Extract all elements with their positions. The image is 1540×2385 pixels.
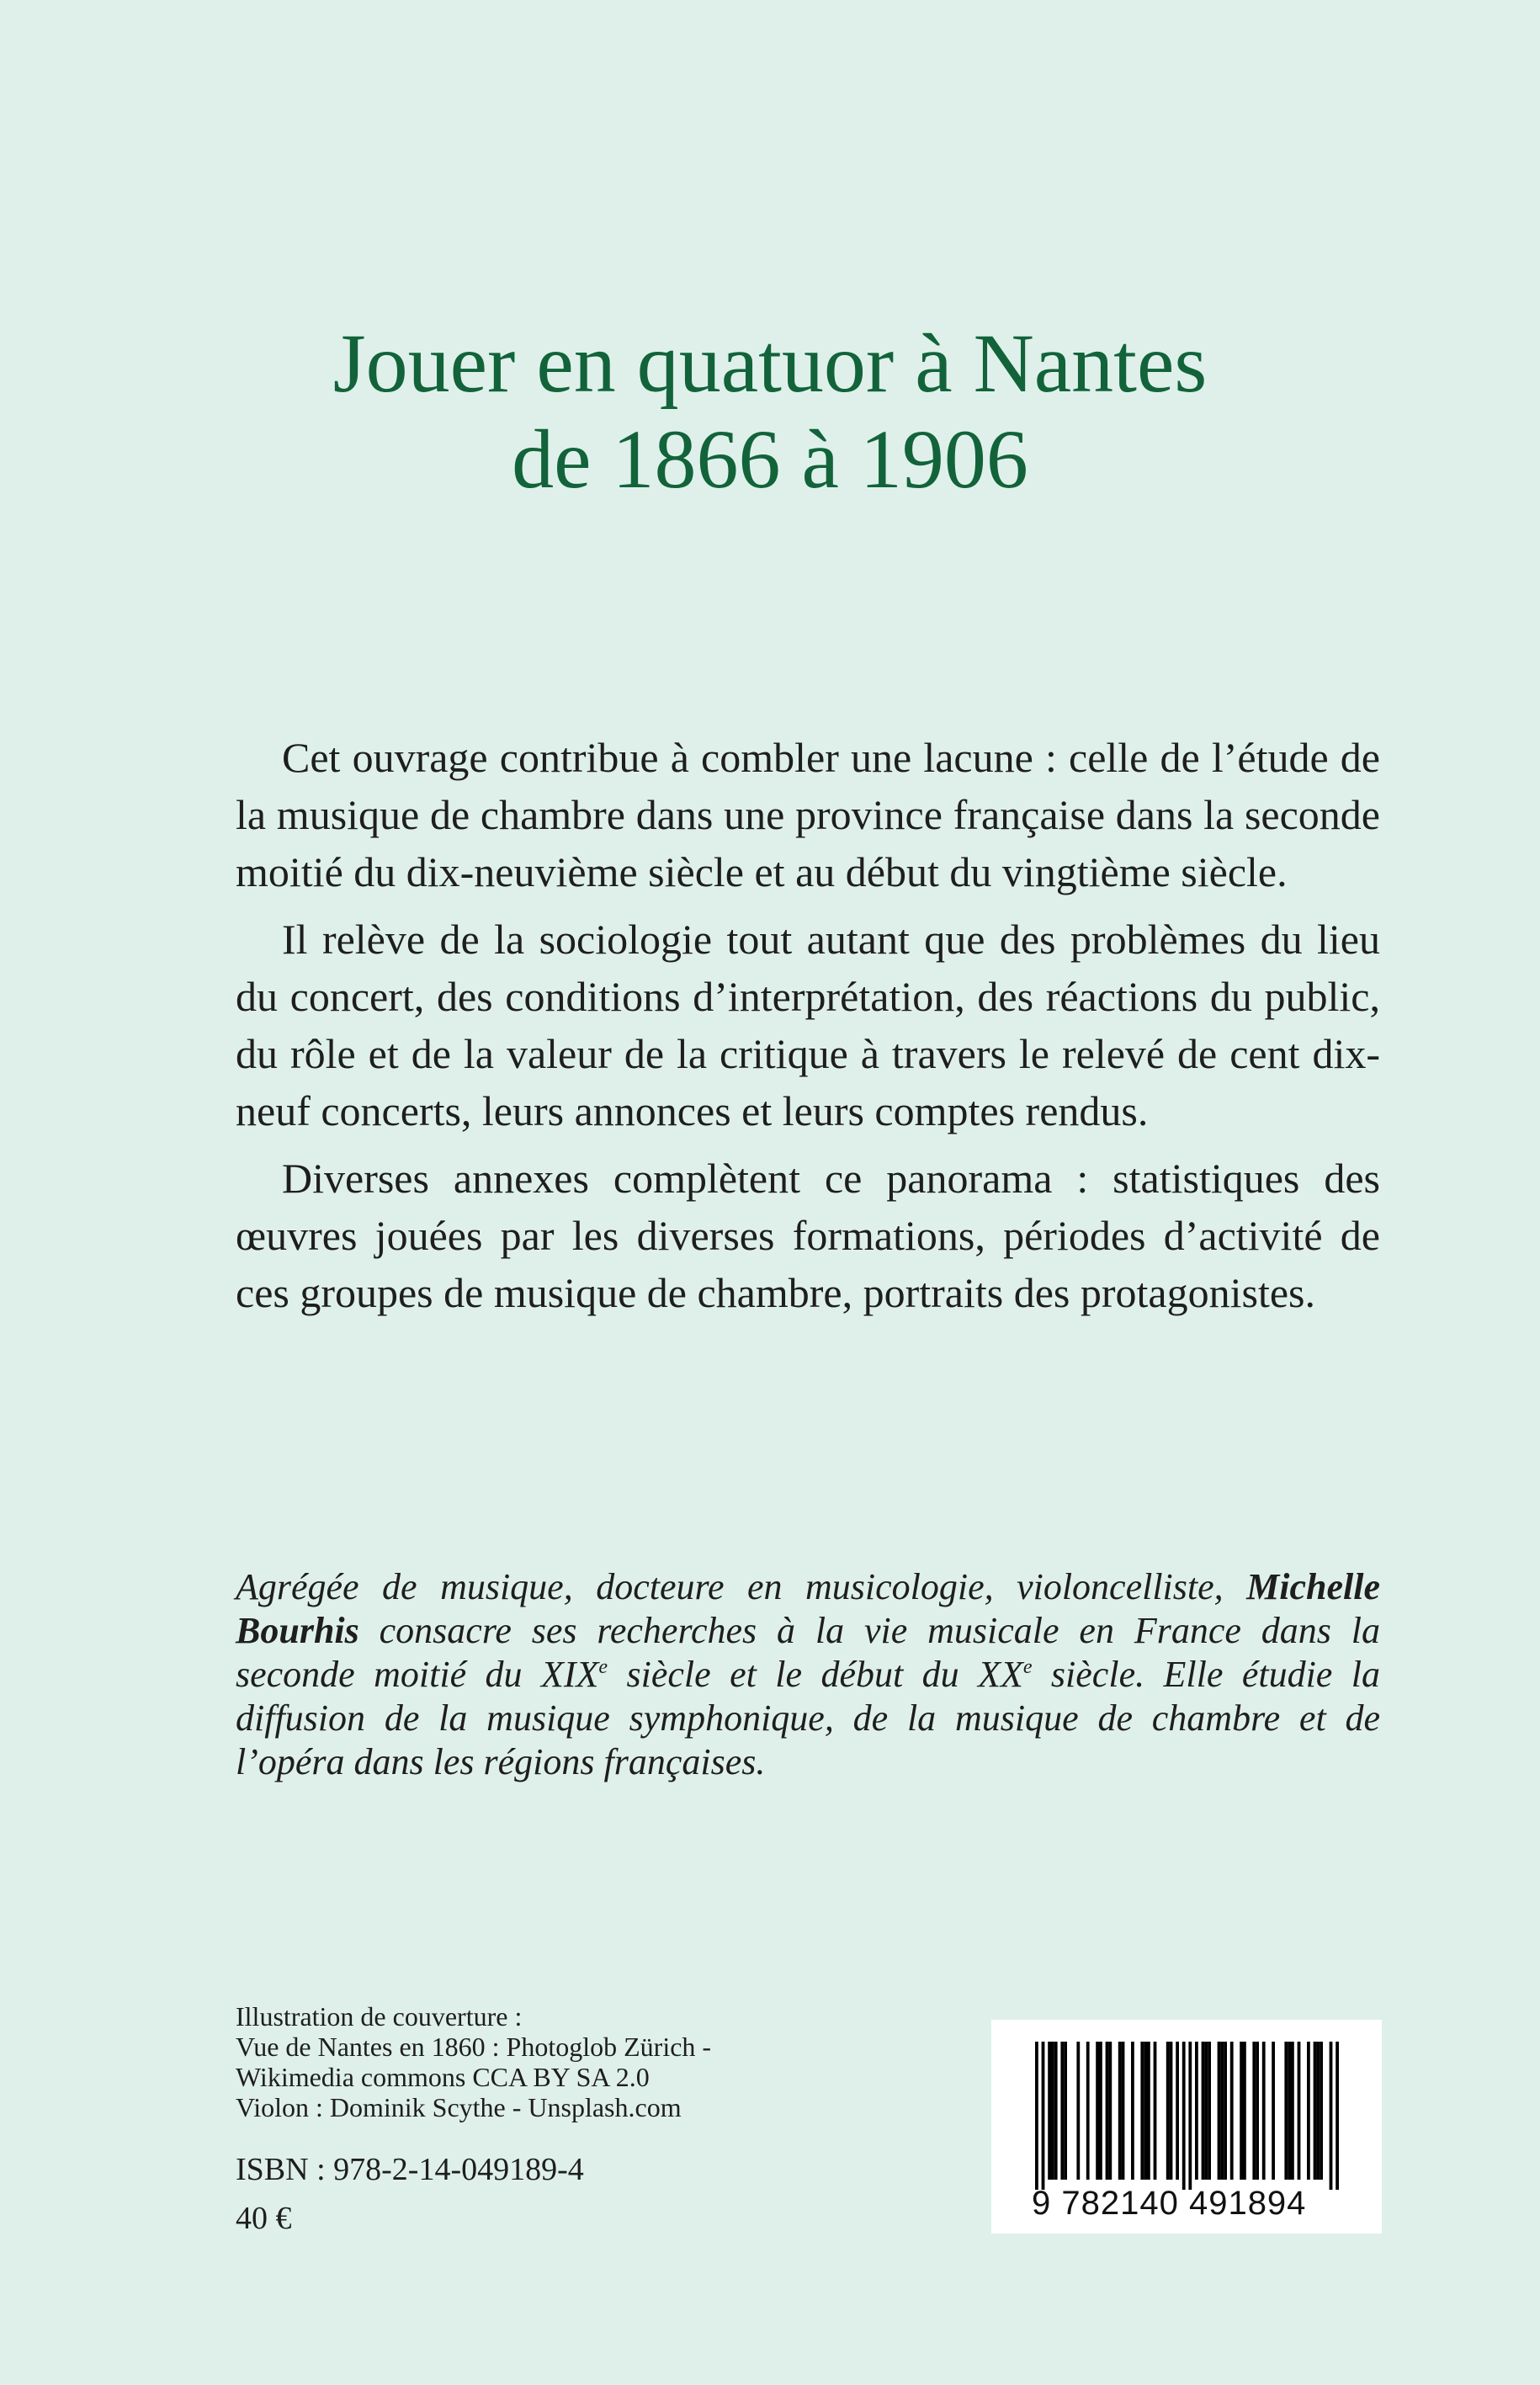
summary-paragraph-3-text: Diverses annexes complètent ce panorama : statistiques des œuvres jouées par les diverses formations, périodes d’activité de ces groupes de musique de chambre, portraits des protagonistes. [236, 1155, 1380, 1316]
author-bio-part-2: consacre ses recherches à la vie musicale en France dans la seconde moitié du XIX [236, 1610, 1380, 1695]
barcode-bar [1195, 2042, 1198, 2180]
barcode-bar [1230, 2042, 1234, 2180]
barcode-bar [1204, 2042, 1208, 2180]
barcode-bar [1166, 2042, 1170, 2180]
title-line-2: de 1866 à 1906 [512, 412, 1028, 506]
summary-paragraph-1-text: Cet ouvrage contribue à combler une lacune : celle de l’étude de la musique de chambre dans une province française dans la seconde moitié du dix-neuvième siècle et au début du vingtième siècle. [236, 734, 1380, 895]
barcode-bar [1208, 2042, 1211, 2180]
barcode-bar [1336, 2042, 1339, 2190]
barcode-bar [1176, 2042, 1179, 2180]
barcode-bar [1042, 2042, 1045, 2190]
credits-line-2: Wikimedia commons CCA BY SA 2.0 [236, 2062, 650, 2092]
barcode-bar [1314, 2042, 1317, 2180]
barcode-bar [1147, 2042, 1150, 2180]
barcode-bar [1291, 2042, 1294, 2180]
barcode-bar [1140, 2042, 1144, 2180]
author-bio-intro: Agrégée de musique, docteure en musicologie, violoncelliste, [236, 1566, 1247, 1607]
barcode-bar [1218, 2042, 1221, 2180]
barcode-bar [1064, 2042, 1067, 2180]
barcode-bar [1240, 2042, 1243, 2180]
barcode-bar [1182, 2042, 1186, 2190]
barcode-bar [1054, 2042, 1058, 2180]
barcode-bar [1307, 2042, 1310, 2180]
barcode-bar [1288, 2042, 1291, 2180]
barcode-bar [1060, 2042, 1064, 2180]
barcode-bar [1298, 2042, 1301, 2180]
barcode-bar [1131, 2042, 1134, 2180]
summary-paragraph-1 [236, 729, 1380, 900]
barcode-bar [1122, 2042, 1125, 2180]
barcode-bar [1108, 2042, 1112, 2180]
author-name: Michelle Bourhis [236, 1566, 1380, 1651]
barcode-bar [1220, 2042, 1224, 2180]
barcode-bar [1154, 2042, 1157, 2180]
title-line-1: Jouer en quatuor à Nantes [332, 316, 1208, 410]
barcode-bar [1096, 2042, 1099, 2180]
credits-heading: Illustration de couverture : [236, 2001, 523, 2032]
summary-paragraph-3 [236, 1150, 1380, 1321]
summary-paragraph-2-text: Il relève de la sociologie tout autant que des problèmes du lieu du concert, des conditions d’interprétation, des réactions du public, du rôle et de la valeur de la critique à travers le relevé de cent dix-neuf concerts, leurs annonces et leurs comptes rendus. [236, 916, 1380, 1134]
isbn: ISBN : 978-2-14-049189-4 [236, 2152, 584, 2187]
barcode-bar [1188, 2042, 1192, 2190]
barcode-digits: 9 782140 491894 [1032, 2185, 1307, 2222]
barcode-bar [1284, 2042, 1288, 2180]
author-bio [236, 1565, 1380, 1784]
illustration-credits [236, 2001, 825, 2122]
barcode-bar [1170, 2042, 1173, 2180]
barcode-bar [1048, 2042, 1051, 2180]
barcode [991, 2020, 1382, 2234]
barcode-bar [1106, 2042, 1109, 2180]
barcode-bar [1252, 2042, 1256, 2180]
barcode-bar [1035, 2042, 1038, 2190]
summary-paragraph-2 [236, 911, 1380, 1139]
barcode-bar [1320, 2042, 1323, 2180]
barcode-bar [1262, 2042, 1266, 2180]
barcode-bar [1202, 2042, 1205, 2180]
book-title [0, 316, 1540, 507]
barcode-bar [1118, 2042, 1122, 2180]
credits-line-3: Violon : Dominik Scythe - Unsplash.com [236, 2092, 682, 2122]
barcode-bar [1243, 2042, 1246, 2180]
barcode-bar [1051, 2042, 1054, 2180]
barcode-bar [1330, 2042, 1333, 2190]
barcode-bar [1144, 2042, 1147, 2180]
barcode-bar [1316, 2042, 1320, 2180]
barcode-bar [1076, 2042, 1080, 2180]
price: 40 € [236, 2201, 292, 2236]
superscript-e-2: e [1022, 1656, 1033, 1678]
credits-line-1: Vue de Nantes en 1860 : Photoglob Zürich - [236, 2032, 712, 2062]
barcode-bar [1256, 2042, 1259, 2180]
barcode-bar [1224, 2042, 1227, 2180]
author-bio-part-4: siècle. Elle étudie la diffusion de la musique symphonique, de la musique de chambre et de l’opéra dans les régions françaises. [236, 1654, 1380, 1782]
barcode-bar [1086, 2042, 1090, 2180]
author-bio-part-3: siècle et le début du XX [608, 1654, 1023, 1695]
barcode-bar [1272, 2042, 1275, 2180]
superscript-e-1: e [598, 1656, 608, 1678]
barcode-bar [1099, 2042, 1102, 2180]
